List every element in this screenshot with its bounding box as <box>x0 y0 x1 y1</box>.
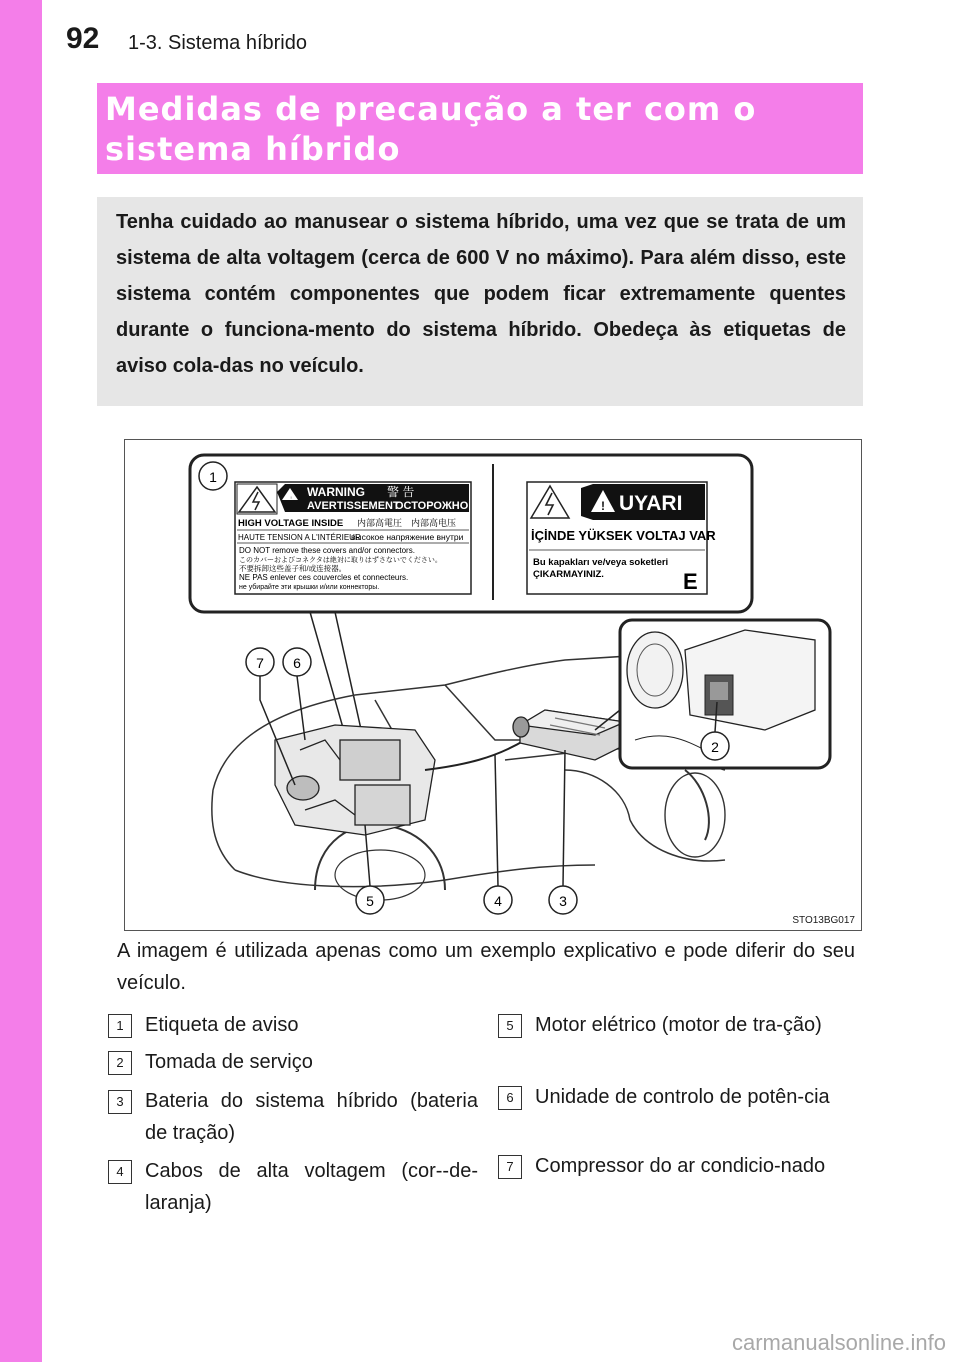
svg-text:DO NOT remove these covers and: DO NOT remove these covers and/or connectors. <box>239 546 415 555</box>
figure-drawing <box>125 440 861 930</box>
callout-6: 6 <box>293 655 301 671</box>
svg-text:内部高电压: 内部高电压 <box>411 518 457 528</box>
svg-text:このカバーおよびコネクタは絶対に取りはずさないでください。: このカバーおよびコネクタは絶対に取りはずさないでください。 <box>239 557 442 564</box>
leader-4 <box>495 755 498 886</box>
legend-text: Tomada de serviço <box>145 1051 313 1073</box>
svg-text:UYARI: UYARI <box>619 492 683 515</box>
watermark: carmanualsonline.info <box>731 1330 946 1355</box>
legend-number: 4 <box>108 1160 132 1184</box>
callout-5: 5 <box>366 893 374 909</box>
svg-text:ÇIKARMAYINIZ.: ÇIKARMAYINIZ. <box>533 569 604 580</box>
side-color-bar <box>0 0 42 1362</box>
hybrid-system-figure <box>124 439 862 931</box>
svg-text:警 告: 警 告 <box>387 485 415 499</box>
legend-text: Compressor do ar condicio-nado <box>535 1155 826 1177</box>
figure-code: STO13BG017 <box>792 915 855 926</box>
legend-number: 6 <box>498 1086 522 1110</box>
svg-text:内部高電圧: 内部高電圧 <box>357 518 403 528</box>
legend-number: 5 <box>498 1014 522 1038</box>
svg-text:NE PAS enlever ces couvercles: NE PAS enlever ces couvercles et connecteurs. <box>239 573 409 582</box>
legend-text: Cabos de alta voltagem (cor--de-laranja) <box>145 1160 478 1214</box>
legend-text: Unidade de controlo de potên-cia <box>535 1086 830 1108</box>
svg-text:HAUTE TENSION A L'INTÉRIEUR: HAUTE TENSION A L'INTÉRIEUR <box>238 533 361 542</box>
svg-text:HIGH VOLTAGE INSIDE: HIGH VOLTAGE INSIDE <box>238 518 344 529</box>
intro-box <box>97 197 863 406</box>
callout-7: 7 <box>256 655 264 671</box>
svg-text:İÇİNDE YÜKSEK VOLTAJ VAR: İÇİNDE YÜKSEK VOLTAJ VAR <box>531 528 716 543</box>
hybrid-battery <box>513 710 625 760</box>
warning-label-multilingual <box>235 482 471 594</box>
engine-compartment <box>275 725 435 835</box>
page-number: 92 <box>66 22 100 55</box>
figure-caption: A imagem é utilizada apenas como um exemplo explicativo e pode diferir do seu veículo. <box>117 940 855 994</box>
intro-text: Tenha cuidado ao manusear o sistema híbrido, uma vez que se trata de um sistema de alta voltagem (cerca de 600 V no máximo). Para além disso, este sistema contém componentes que podem ficar extremamente quentes durante o funciona-mento do sistema híbrido. Obedeça às etiquetas de aviso cola-das no veículo. <box>116 211 846 377</box>
legend-number: 1 <box>108 1014 132 1038</box>
svg-text:!: ! <box>290 495 292 500</box>
legend-number: 7 <box>498 1155 522 1179</box>
warning-label-turkish <box>527 482 716 594</box>
legend-number: 3 <box>108 1090 132 1114</box>
svg-text:высокое напряжение внутри: высокое напряжение внутри <box>351 532 464 542</box>
svg-text:AVERTISSEMENT: AVERTISSEMENT <box>307 500 400 512</box>
legend-text: Motor elétrico (motor de tra-ção) <box>535 1014 822 1036</box>
callout-4: 4 <box>494 893 502 909</box>
svg-text:E: E <box>683 569 698 594</box>
callout-1: 1 <box>209 469 217 485</box>
legend-text: Bateria do sistema híbrido (bateria de tração) <box>145 1090 478 1144</box>
page-title: Medidas de precaução a ter com o sistema híbrido <box>105 90 757 168</box>
svg-text:WARNING: WARNING <box>307 485 365 499</box>
callout-3: 3 <box>559 893 567 909</box>
callout-2: 2 <box>711 739 719 755</box>
svg-text:ОСТОРОЖНО: ОСТОРОЖНО <box>395 500 469 512</box>
section-title: 1-3. Sistema híbrido <box>128 32 307 54</box>
title-banner <box>97 83 863 174</box>
service-plug-inset <box>620 620 830 768</box>
svg-text:不要拆卸这些盖子和/或连接器。: 不要拆卸这些盖子和/或连接器。 <box>239 564 347 573</box>
legend-number: 2 <box>108 1051 132 1075</box>
legend-text: Etiqueta de aviso <box>145 1014 299 1036</box>
svg-text:не убирайте эти крышки и/или к: не убирайте эти крышки и/или коннекторы. <box>239 584 380 591</box>
svg-text:Bu kapakları ve/veya soketleri: Bu kapakları ve/veya soketleri <box>533 557 669 568</box>
svg-text:!: ! <box>601 499 605 513</box>
